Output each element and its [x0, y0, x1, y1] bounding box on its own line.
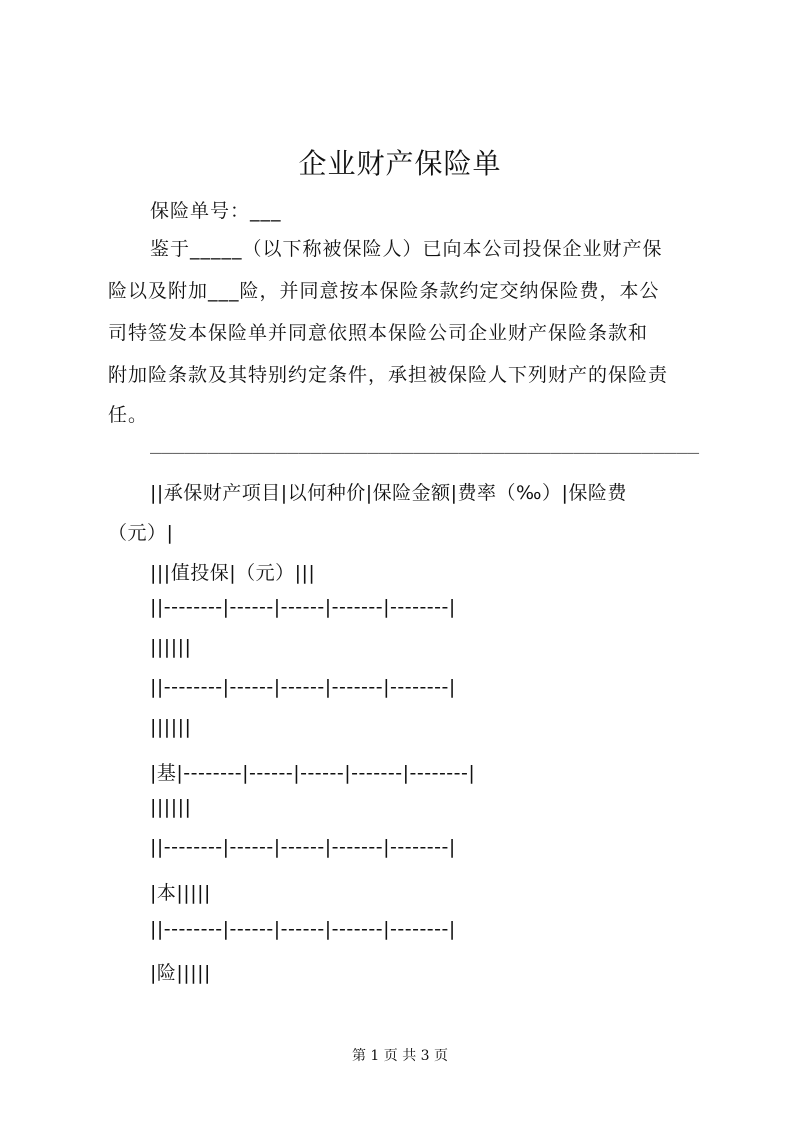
paragraph-line-3: 司特签发本保险单并同意依照本保险公司企业财产保险条款和: [108, 322, 649, 344]
policy-number-line: 保险单号：___: [150, 200, 282, 222]
table-row: ||||||: [150, 796, 192, 818]
table-row-divider: ||--------|------|------|-------|--------|: [150, 596, 456, 618]
table-row-divider: ||--------|------|------|-------|--------|: [150, 676, 456, 698]
table-row: ||||||: [150, 716, 192, 738]
table-header-line-2: |||值投保|（元）|||: [150, 562, 316, 584]
page-footer: 第 1 页 共 3 页: [351, 1048, 449, 1064]
document-title: 企业财产保险单: [298, 147, 502, 180]
table-row: ||||||: [150, 636, 192, 658]
table-header-line-1: ||承保财产项目|以何种价|保险金额|费率（‰）|保险费: [150, 482, 627, 504]
table-row: |险|||||: [150, 962, 211, 984]
separator-line: ________________________________________________: [150, 432, 700, 454]
paragraph-line-5: 任。: [108, 404, 149, 426]
table-row-divider: ||--------|------|------|-------|--------|: [150, 918, 456, 940]
paragraph-line-2: 险以及附加___险，并同意按本保险条款约定交纳保险费，本公: [108, 280, 660, 302]
table-row-divider: ||--------|------|------|-------|--------|: [150, 836, 456, 858]
table-header-line-1-wrap: （元）|: [108, 522, 174, 544]
paragraph-line-1: 鉴于_____（以下称被保险人）已向本公司投保企业财产保: [150, 238, 663, 260]
table-row: |本|||||: [150, 882, 211, 904]
paragraph-line-4: 附加险条款及其特别约定条件，承担被保险人下列财产的保险责: [108, 364, 669, 386]
table-row-divider: |基|--------|------|------|-------|--------|: [150, 762, 476, 784]
